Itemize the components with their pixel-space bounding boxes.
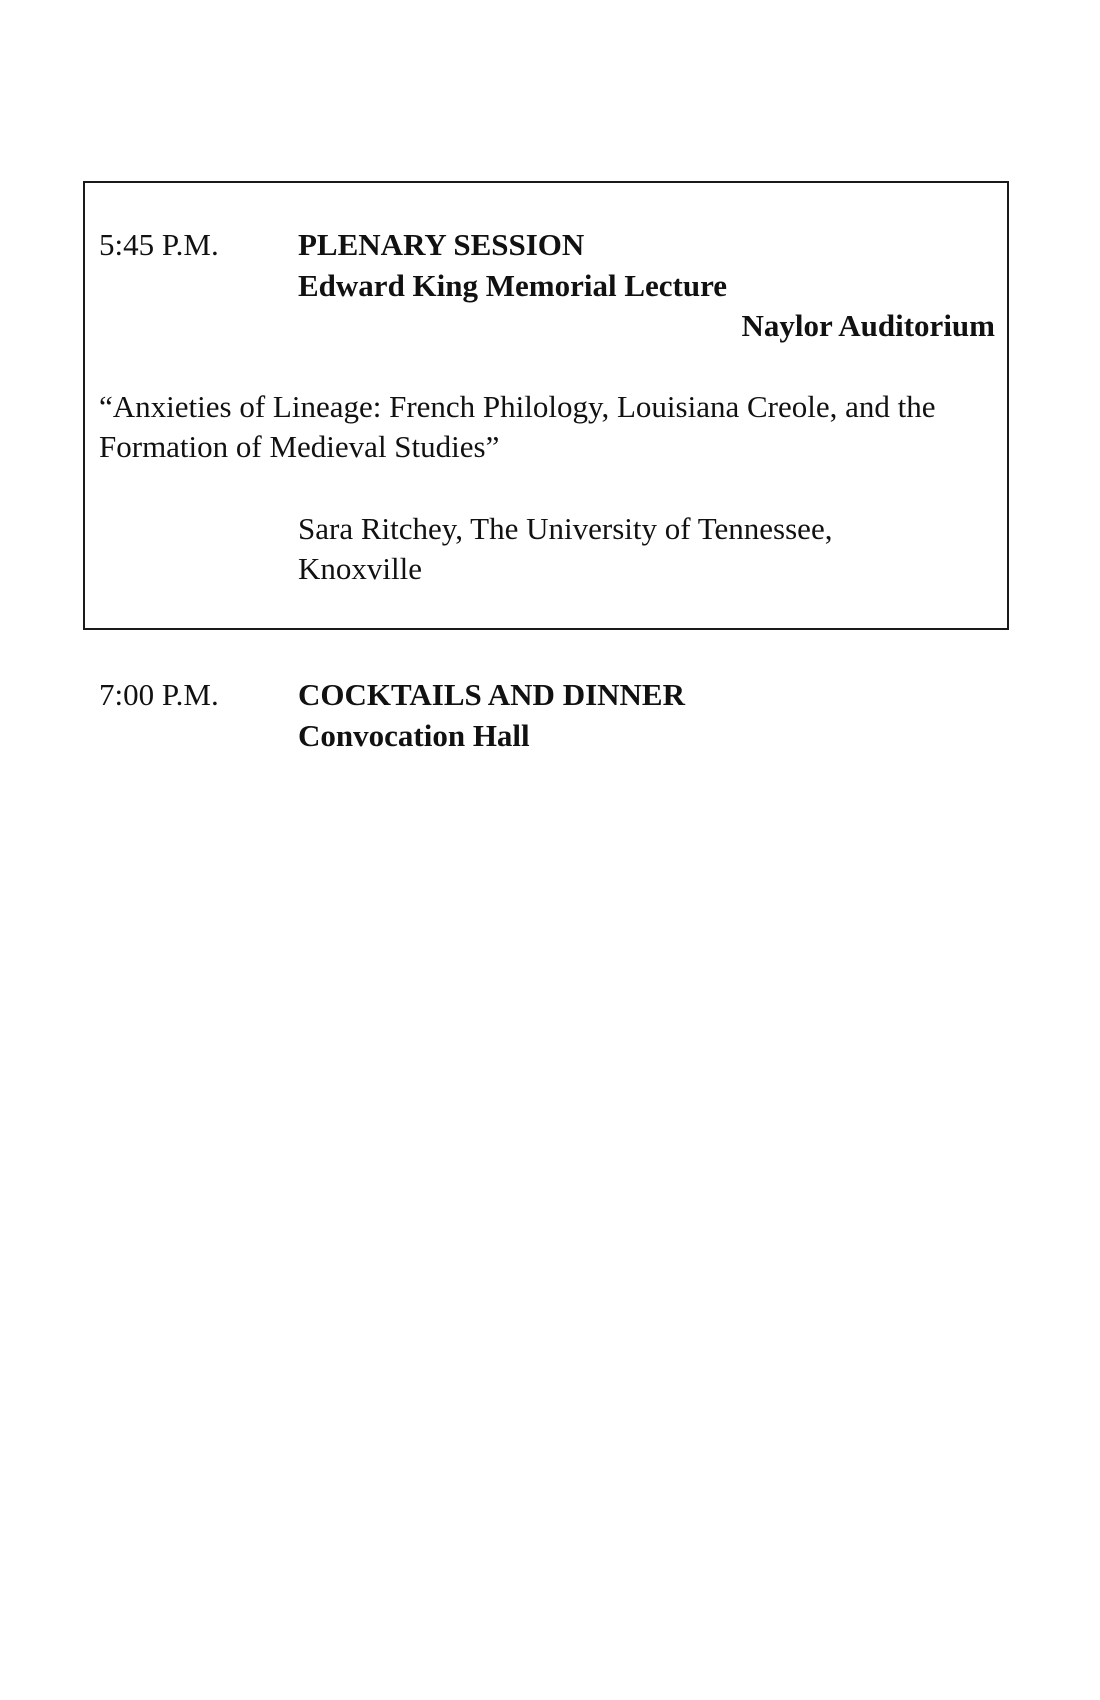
memorial-lecture-title: Edward King Memorial Lecture [298, 268, 728, 303]
dinner-time: 7:00 P.M. [99, 677, 219, 712]
dinner-venue: Convocation Hall [298, 718, 530, 753]
plenary-session-title: PLENARY SESSION [298, 227, 585, 262]
lecture-title: “Anxieties of Lineage: French Philology, Louisiana Creole, and the Formation of Medieval Studies” [99, 389, 936, 464]
plenary-venue: Naylor Auditorium [741, 308, 995, 343]
plenary-time: 5:45 P.M. [99, 227, 219, 262]
dinner-title: COCKTAILS AND DINNER [298, 677, 685, 712]
speaker-name: Sara Ritchey, The University of Tennessee, Knoxville [298, 511, 833, 586]
